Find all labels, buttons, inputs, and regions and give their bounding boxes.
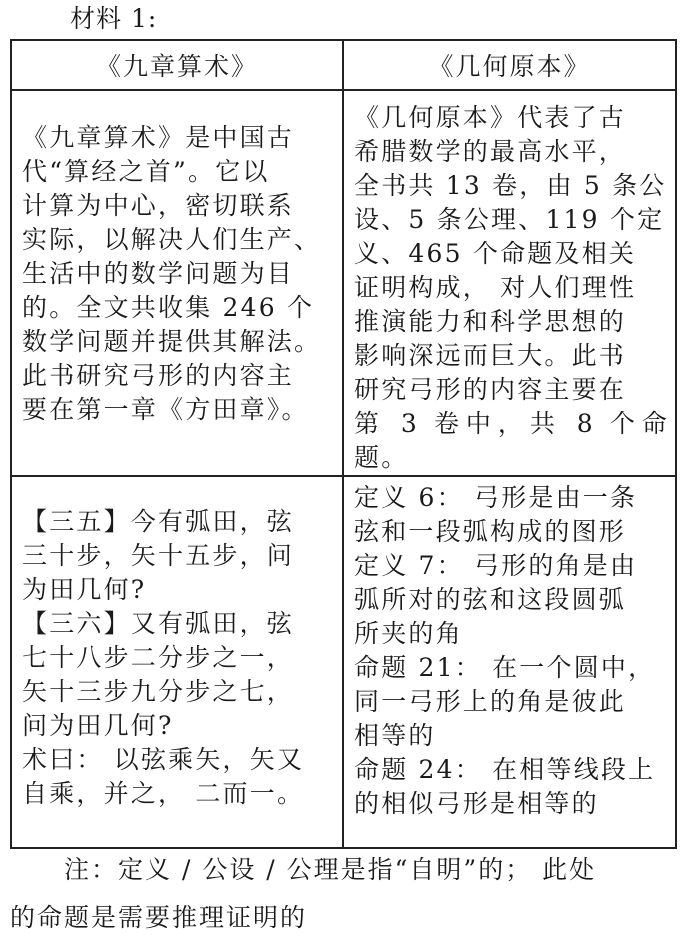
content-text-elements: 定义 6： 弓形是由一条 弦和一段弧构成的图形 定义 7： 弓形的角是由 弧所对的弦和这段圆弧 所夹的角 命题 21： 在一个圆中， 同一弓形上的角是彼此 相等的 命题 24： 在相等线段上 的相似弓形是相等的: [354, 483, 656, 818]
intro-cell-elements: [343, 90, 676, 476]
comparison-table: [10, 39, 677, 849]
table-header-row: [11, 40, 676, 90]
intro-text-jiuzhang: 《九章算术》是中国古 代“算经之首”。它以 计算为中心，密切联系 实际，以解决人们生产、 生活中的数学问题为目 的。全文共收集 246 个 数学问题并提供其解法。 此书研究弓形的内容主 要在第一章《方田章》。: [22, 123, 322, 424]
header-jiuzhang: 《九章算术》: [11, 40, 343, 90]
intro-row: [11, 90, 676, 476]
intro-text-elements: 《几何原本》代表了古 希腊数学的最高水平， 全书共 13 卷，由 5 条公 设、5 条公理、119 个定 义、465 个命题及相关 证明构成， 对人们理性 推演能力和科学思想的 影响深远而巨大。此书 研究弓形的内容主要在 第 3 卷中，共 8 个命题。: [354, 103, 669, 472]
content-text-jiuzhang: 【三五】今有弧田，弦 三十步，矢十五步，问 为田几何? 【三六】又有弧田，弦 七十八步二分步之一， 矢十三步九分步之七， 问为田几何? 术曰： 以弦乘矢，矢又 自乘，并之， 二而一。: [22, 507, 305, 808]
intro-cell-jiuzhang: [11, 90, 343, 476]
content-cell-elements: [343, 476, 676, 848]
footnote: 注：定义 / 公设 / 公理是指“自明”的； 此处 的命题是需要推理证明的: [10, 855, 597, 932]
content-cell-jiuzhang: [11, 476, 343, 848]
header-elements: 《几何原本》: [343, 40, 676, 90]
material-heading: 材料 1:: [70, 4, 158, 33]
content-row: [11, 476, 676, 848]
